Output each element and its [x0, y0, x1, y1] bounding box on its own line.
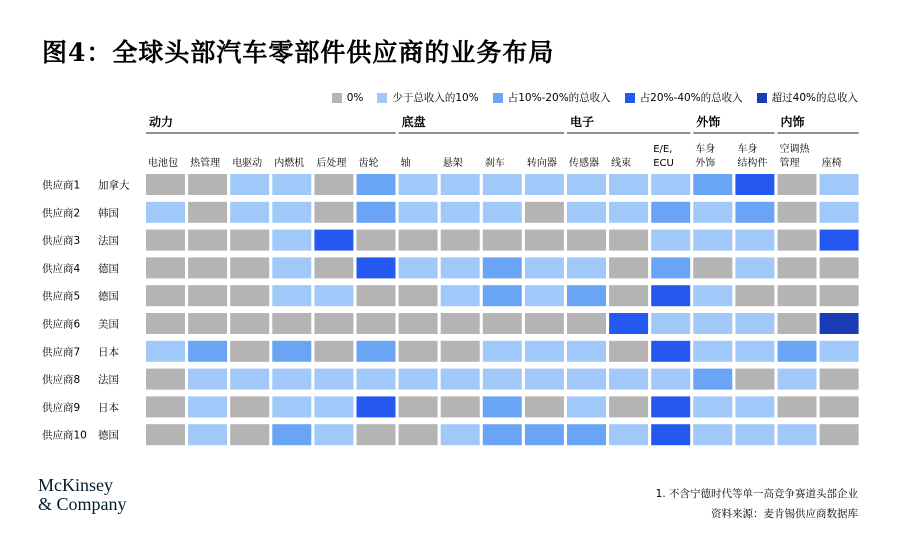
heatmap-cell [441, 369, 480, 390]
column-label: E/E, [653, 144, 673, 155]
heatmap-cell [820, 424, 859, 445]
heatmap-cell [483, 341, 522, 362]
row-country-label: 德国 [98, 290, 119, 303]
legend-label: 少于总收入的10% [392, 92, 479, 104]
heatmap-cell [525, 369, 564, 390]
row-supplier-label: 供应商10 [42, 429, 87, 442]
heatmap-cell [609, 202, 648, 223]
column-label: 空调热 [779, 144, 810, 155]
heatmap-cell [314, 396, 353, 417]
heatmap-cell [314, 313, 353, 334]
heatmap-cell [778, 396, 817, 417]
heatmap-cell [230, 174, 269, 195]
row-supplier-label: 供应商2 [42, 207, 81, 220]
heatmap-cell [357, 396, 396, 417]
heatmap-cell [146, 424, 185, 445]
heatmap-cell [357, 230, 396, 251]
heatmap-cell [146, 202, 185, 223]
heatmap-cell [188, 313, 227, 334]
heatmap-cell [567, 202, 606, 223]
column-label: 车身 [695, 144, 716, 155]
heatmap-cell [146, 313, 185, 334]
heatmap-cell [778, 230, 817, 251]
heatmap-cell [820, 341, 859, 362]
heatmap-cell [735, 396, 774, 417]
row-country-label: 法国 [98, 374, 119, 387]
heatmap-cell [272, 257, 311, 278]
heatmap-cell [609, 174, 648, 195]
heatmap-cell [567, 396, 606, 417]
heatmap-cell [735, 230, 774, 251]
heatmap-cell [609, 313, 648, 334]
heatmap-cell [146, 174, 185, 195]
heatmap-cell [651, 341, 690, 362]
heatmap-cell [314, 424, 353, 445]
heatmap-cell [357, 174, 396, 195]
heatmap-cell [357, 424, 396, 445]
heatmap-cell [820, 202, 859, 223]
heatmap-cell [567, 341, 606, 362]
heatmap-cell [357, 285, 396, 306]
legend-label: 超过40%的总收入 [771, 92, 858, 104]
group-header: 动力 [149, 115, 174, 129]
heatmap-cell [693, 202, 732, 223]
heatmap-cell [357, 313, 396, 334]
heatmap-cell [525, 424, 564, 445]
heatmap-cell [525, 174, 564, 195]
heatmap-cell [609, 424, 648, 445]
row-supplier-label: 供应商1 [42, 179, 81, 192]
heatmap-cell [609, 396, 648, 417]
column-label: 轴 [400, 158, 411, 169]
heatmap-cell [609, 230, 648, 251]
heatmap-cell [609, 341, 648, 362]
column-label: 管理 [779, 158, 800, 169]
heatmap-cell [146, 396, 185, 417]
row-supplier-label: 供应商6 [42, 318, 81, 331]
heatmap-cell [735, 257, 774, 278]
row-supplier-label: 供应商7 [42, 346, 81, 359]
column-label: 悬架 [442, 158, 463, 169]
heatmap-cell [693, 230, 732, 251]
heatmap-cell [399, 313, 438, 334]
heatmap-cell [778, 424, 817, 445]
page-title: 图4：全球头部汽车零部件供应商的业务布局 [42, 38, 555, 67]
heatmap-cell [441, 230, 480, 251]
heatmap-cell [230, 285, 269, 306]
heatmap-cell [230, 341, 269, 362]
heatmap-cell [820, 257, 859, 278]
heatmap-cell [357, 202, 396, 223]
heatmap-cell [314, 174, 353, 195]
heatmap-cell [735, 202, 774, 223]
heatmap-cell [693, 341, 732, 362]
heatmap-cell [693, 174, 732, 195]
heatmap-cell [483, 202, 522, 223]
heatmap-cell [778, 369, 817, 390]
heatmap-cell [146, 341, 185, 362]
column-label: 线束 [611, 158, 632, 169]
heatmap-cell [778, 313, 817, 334]
column-label: 内燃机 [274, 158, 305, 169]
heatmap-cell [651, 257, 690, 278]
heatmap-cell [820, 285, 859, 306]
heatmap-cell [483, 230, 522, 251]
heatmap-cell [399, 202, 438, 223]
heatmap-cell [609, 369, 648, 390]
heatmap-cell [483, 424, 522, 445]
heatmap-cell [230, 257, 269, 278]
heatmap-cell [525, 257, 564, 278]
heatmap-cell [188, 396, 227, 417]
heatmap-cell [820, 396, 859, 417]
column-label: 齿轮 [358, 158, 379, 169]
heatmap-cell [399, 174, 438, 195]
column-label: 传感器 [569, 158, 599, 169]
heatmap-cell [441, 396, 480, 417]
group-header: 外饰 [696, 115, 721, 129]
heatmap-cell [651, 230, 690, 251]
column-label: 电池包 [148, 158, 178, 169]
heatmap-cell [483, 396, 522, 417]
heatmap-cell [567, 369, 606, 390]
heatmap-cell [651, 285, 690, 306]
heatmap-cell [735, 313, 774, 334]
row-country-label: 韩国 [98, 207, 119, 220]
heatmap-cell [778, 285, 817, 306]
legend-label: 占10%-20%的总收入 [507, 92, 611, 104]
heatmap-cell [230, 230, 269, 251]
heatmap-cell [567, 174, 606, 195]
heatmap-cell [651, 202, 690, 223]
heatmap-cell [778, 174, 817, 195]
heatmap-cell [567, 257, 606, 278]
heatmap-cell [230, 396, 269, 417]
heatmap-cell [188, 424, 227, 445]
heatmap-cell [567, 285, 606, 306]
heatmap-cell [483, 369, 522, 390]
heatmap-cell [314, 257, 353, 278]
heatmap-cell [188, 341, 227, 362]
heatmap-cell [693, 285, 732, 306]
group-header: 内饰 [780, 115, 805, 129]
heatmap-cell [483, 285, 522, 306]
column-label: ECU [653, 158, 674, 169]
heatmap-cell [651, 174, 690, 195]
heatmap-cell [651, 369, 690, 390]
heatmap-cell [441, 257, 480, 278]
group-header: 底盘 [401, 115, 426, 129]
heatmap-cell [188, 230, 227, 251]
heatmap-cell [735, 424, 774, 445]
column-label: 转向器 [526, 158, 557, 169]
logo-line-2: & Company [38, 494, 127, 514]
heatmap-cell [693, 396, 732, 417]
column-label: 热管理 [190, 158, 221, 169]
heatmap-cell [230, 313, 269, 334]
heatmap-cell [567, 424, 606, 445]
heatmap-cell [441, 174, 480, 195]
heatmap-cell [820, 313, 859, 334]
heatmap-cell [146, 369, 185, 390]
heatmap-cell [230, 424, 269, 445]
heatmap-cell [357, 341, 396, 362]
heatmap-cell [357, 257, 396, 278]
column-label: 电驱动 [232, 158, 263, 169]
row-supplier-label: 供应商5 [42, 290, 81, 303]
heatmap-cell [188, 174, 227, 195]
heatmap-cell [188, 285, 227, 306]
heatmap-cell [651, 313, 690, 334]
heatmap-cell [272, 313, 311, 334]
heatmap-cell [188, 257, 227, 278]
row-country-label: 加拿大 [98, 179, 130, 192]
heatmap-cell [399, 257, 438, 278]
heatmap-cell [778, 202, 817, 223]
heatmap-cell [609, 285, 648, 306]
heatmap-cell [525, 285, 564, 306]
heatmap-cell [693, 313, 732, 334]
row-country-label: 德国 [98, 262, 119, 275]
row-supplier-label: 供应商3 [42, 235, 81, 248]
heatmap-cell [188, 369, 227, 390]
heatmap-cell [146, 257, 185, 278]
heatmap-cell [272, 174, 311, 195]
heatmap-cell [399, 424, 438, 445]
heatmap-cell [651, 396, 690, 417]
heatmap-cell [230, 369, 269, 390]
group-header: 电子 [570, 115, 595, 129]
heatmap-cell [272, 369, 311, 390]
heatmap-cell [651, 424, 690, 445]
heatmap-cell [735, 341, 774, 362]
column-label: 座椅 [821, 158, 842, 169]
heatmap-cell [778, 257, 817, 278]
column-label: 车身 [737, 144, 758, 155]
heatmap-cell [820, 230, 859, 251]
legend-label: 0% [346, 91, 364, 104]
heatmap-cell [525, 202, 564, 223]
row-country-label: 日本 [98, 346, 119, 359]
logo-line-1: McKinsey [38, 475, 113, 495]
heatmap-cell [483, 313, 522, 334]
heatmap-cell [399, 369, 438, 390]
row-country-label: 德国 [98, 429, 119, 442]
heatmap-cell [272, 396, 311, 417]
row-supplier-label: 供应商4 [42, 262, 81, 275]
heatmap-cell [314, 285, 353, 306]
heatmap-cell [314, 341, 353, 362]
heatmap-cell [778, 341, 817, 362]
heatmap-cell [735, 285, 774, 306]
heatmap-cell [146, 230, 185, 251]
heatmap-cell [525, 313, 564, 334]
row-country-label: 美国 [98, 318, 119, 331]
heatmap-cell [272, 341, 311, 362]
heatmap-cell [693, 424, 732, 445]
heatmap-cell [820, 174, 859, 195]
column-label: 外饰 [695, 158, 716, 169]
row-country-label: 日本 [98, 401, 119, 414]
heatmap-cell [314, 202, 353, 223]
row-country-label: 法国 [98, 235, 119, 248]
heatmap-cell [525, 230, 564, 251]
heatmap-cell [272, 285, 311, 306]
column-label: 后处理 [316, 158, 347, 169]
heatmap-cell [399, 285, 438, 306]
heatmap-cell [567, 230, 606, 251]
heatmap-cell [314, 369, 353, 390]
column-label: 刹车 [484, 158, 505, 169]
heatmap-cell [357, 369, 396, 390]
heatmap-cell [483, 174, 522, 195]
heatmap-cell [441, 313, 480, 334]
heatmap-cell [399, 396, 438, 417]
heatmap-cell [567, 313, 606, 334]
heatmap-cell [693, 369, 732, 390]
heatmap-cell [272, 202, 311, 223]
heatmap-cell [314, 230, 353, 251]
source-note: 资料来源：麦肯锡供应商数据库 [711, 508, 858, 520]
heatmap-cell [441, 424, 480, 445]
heatmap-cell [188, 202, 227, 223]
heatmap-cell [399, 230, 438, 251]
heatmap-cell [693, 257, 732, 278]
row-supplier-label: 供应商8 [42, 374, 81, 387]
heatmap-cell [441, 341, 480, 362]
heatmap-cell [272, 424, 311, 445]
heatmap-cell [820, 369, 859, 390]
column-label: 结构件 [737, 158, 768, 169]
heatmap-cell [230, 202, 269, 223]
heatmap-cell [525, 341, 564, 362]
legend-label: 占20%-40%的总收入 [639, 92, 743, 104]
heatmap-cell [399, 341, 438, 362]
heatmap-cell [735, 174, 774, 195]
heatmap-cell [146, 285, 185, 306]
heatmap-cell [735, 369, 774, 390]
heatmap-cell [441, 285, 480, 306]
heatmap-cell [483, 257, 522, 278]
heatmap-cell [272, 230, 311, 251]
mckinsey-logo [38, 476, 127, 514]
heatmap-cell [525, 396, 564, 417]
heatmap-cell [441, 202, 480, 223]
heatmap-cell [609, 257, 648, 278]
row-supplier-label: 供应商9 [42, 401, 81, 414]
footnote: 1. 不含宁德时代等单一高竞争赛道头部企业 [655, 488, 858, 500]
